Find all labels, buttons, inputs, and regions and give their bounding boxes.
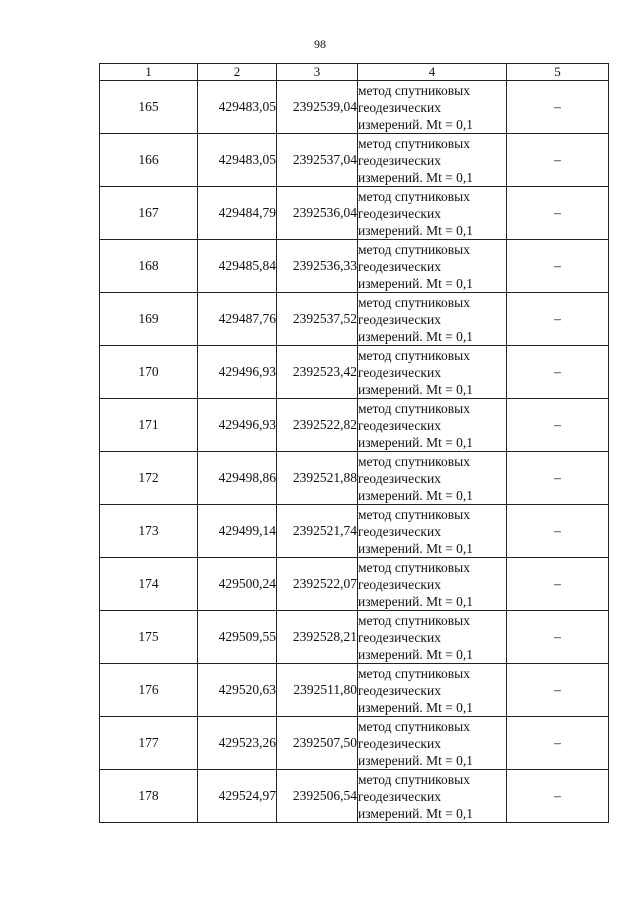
- note-cell: –: [507, 187, 609, 240]
- point-number-cell: 176: [100, 664, 198, 717]
- method-line: метод спутниковых: [358, 188, 470, 204]
- x-coordinate-cell: 429487,76: [198, 293, 277, 346]
- method-line: геодезических: [358, 576, 441, 592]
- method-line: метод спутниковых: [358, 771, 470, 787]
- table-row: [100, 346, 609, 399]
- method-cell: [358, 452, 507, 505]
- x-coordinate-cell: 429500,24: [198, 558, 277, 611]
- note-cell: –: [507, 240, 609, 293]
- y-coordinate-cell: 2392523,42: [277, 346, 358, 399]
- table-row: [100, 134, 609, 187]
- y-coordinate-cell: 2392536,04: [277, 187, 358, 240]
- note-cell: –: [507, 664, 609, 717]
- point-number-cell: 170: [100, 346, 198, 399]
- x-coordinate-cell: 429524,97: [198, 770, 277, 823]
- table-row: [100, 81, 609, 134]
- column-header-1: 1: [100, 64, 198, 81]
- method-line: измерений. Mt = 0,1: [358, 752, 474, 768]
- method-line: метод спутниковых: [358, 241, 470, 257]
- y-coordinate-cell: 2392506,54: [277, 770, 358, 823]
- point-number-cell: 175: [100, 611, 198, 664]
- method-line: метод спутниковых: [358, 506, 470, 522]
- x-coordinate-cell: 429496,93: [198, 346, 277, 399]
- method-line: измерений. Mt = 0,1: [358, 222, 474, 238]
- table-row: [100, 770, 609, 823]
- y-coordinate-cell: 2392537,52: [277, 293, 358, 346]
- table-row: [100, 293, 609, 346]
- method-line: геодезических: [358, 417, 441, 433]
- method-line: геодезических: [358, 311, 441, 327]
- point-number-cell: 171: [100, 399, 198, 452]
- method-line: геодезических: [358, 523, 441, 539]
- method-line: метод спутниковых: [358, 559, 470, 575]
- method-cell: [358, 187, 507, 240]
- table-row: [100, 187, 609, 240]
- method-line: измерений. Mt = 0,1: [358, 381, 474, 397]
- note-cell: –: [507, 399, 609, 452]
- x-coordinate-cell: 429483,05: [198, 81, 277, 134]
- note-cell: –: [507, 452, 609, 505]
- x-coordinate-cell: 429523,26: [198, 717, 277, 770]
- method-cell: [358, 505, 507, 558]
- point-number-cell: 173: [100, 505, 198, 558]
- method-line: метод спутниковых: [358, 400, 470, 416]
- x-coordinate-cell: 429483,05: [198, 134, 277, 187]
- point-number-cell: 178: [100, 770, 198, 823]
- method-line: измерений. Mt = 0,1: [358, 275, 474, 291]
- method-line: измерений. Mt = 0,1: [358, 116, 474, 132]
- column-header-2: 2: [198, 64, 277, 81]
- note-cell: –: [507, 558, 609, 611]
- page-number: 98: [314, 37, 326, 51]
- table-row: [100, 399, 609, 452]
- method-line: метод спутниковых: [358, 665, 470, 681]
- x-coordinate-cell: 429485,84: [198, 240, 277, 293]
- column-header-4: 4: [358, 64, 507, 81]
- note-cell: –: [507, 770, 609, 823]
- y-coordinate-cell: 2392507,50: [277, 717, 358, 770]
- table-row: [100, 664, 609, 717]
- method-line: измерений. Mt = 0,1: [358, 646, 474, 662]
- method-line: измерений. Mt = 0,1: [358, 434, 474, 450]
- column-header-3: 3: [277, 64, 358, 81]
- coordinates-table: [99, 63, 609, 823]
- method-line: метод спутниковых: [358, 82, 470, 98]
- header-row: [100, 64, 609, 81]
- point-number-cell: 177: [100, 717, 198, 770]
- table-body: [100, 81, 609, 823]
- y-coordinate-cell: 2392528,21: [277, 611, 358, 664]
- table-row: [100, 240, 609, 293]
- method-line: измерений. Mt = 0,1: [358, 540, 474, 556]
- method-line: метод спутниковых: [358, 294, 470, 310]
- method-line: геодезических: [358, 629, 441, 645]
- column-header-5: 5: [507, 64, 609, 81]
- x-coordinate-cell: 429498,86: [198, 452, 277, 505]
- method-cell: [358, 346, 507, 399]
- table-row: [100, 717, 609, 770]
- point-number-cell: 166: [100, 134, 198, 187]
- note-cell: –: [507, 81, 609, 134]
- point-number-cell: 167: [100, 187, 198, 240]
- y-coordinate-cell: 2392521,88: [277, 452, 358, 505]
- note-cell: –: [507, 134, 609, 187]
- point-number-cell: 169: [100, 293, 198, 346]
- method-line: метод спутниковых: [358, 718, 470, 734]
- method-line: измерений. Mt = 0,1: [358, 328, 474, 344]
- point-number-cell: 168: [100, 240, 198, 293]
- y-coordinate-cell: 2392511,80: [277, 664, 358, 717]
- note-cell: –: [507, 346, 609, 399]
- method-cell: [358, 558, 507, 611]
- x-coordinate-cell: 429496,93: [198, 399, 277, 452]
- method-line: измерений. Mt = 0,1: [358, 593, 474, 609]
- method-line: метод спутниковых: [358, 453, 470, 469]
- table-row: [100, 611, 609, 664]
- table-row: [100, 452, 609, 505]
- x-coordinate-cell: 429484,79: [198, 187, 277, 240]
- method-cell: [358, 240, 507, 293]
- y-coordinate-cell: 2392537,04: [277, 134, 358, 187]
- method-line: геодезических: [358, 788, 441, 804]
- method-line: геодезических: [358, 735, 441, 751]
- method-cell: [358, 611, 507, 664]
- method-cell: [358, 664, 507, 717]
- x-coordinate-cell: 429509,55: [198, 611, 277, 664]
- method-line: геодезических: [358, 99, 441, 115]
- method-line: метод спутниковых: [358, 612, 470, 628]
- y-coordinate-cell: 2392521,74: [277, 505, 358, 558]
- point-number-cell: 174: [100, 558, 198, 611]
- table-header: [100, 64, 609, 81]
- x-coordinate-cell: 429520,63: [198, 664, 277, 717]
- y-coordinate-cell: 2392536,33: [277, 240, 358, 293]
- method-line: геодезических: [358, 470, 441, 486]
- method-line: измерений. Mt = 0,1: [358, 169, 474, 185]
- method-cell: [358, 134, 507, 187]
- method-line: геодезических: [358, 152, 441, 168]
- point-number-cell: 172: [100, 452, 198, 505]
- note-cell: –: [507, 505, 609, 558]
- note-cell: –: [507, 293, 609, 346]
- method-cell: [358, 770, 507, 823]
- method-line: геодезических: [358, 364, 441, 380]
- method-cell: [358, 293, 507, 346]
- note-cell: –: [507, 717, 609, 770]
- method-line: измерений. Mt = 0,1: [358, 699, 474, 715]
- method-line: геодезических: [358, 258, 441, 274]
- table-row: [100, 558, 609, 611]
- method-cell: [358, 81, 507, 134]
- method-line: геодезических: [358, 682, 441, 698]
- note-cell: –: [507, 611, 609, 664]
- y-coordinate-cell: 2392539,04: [277, 81, 358, 134]
- method-cell: [358, 717, 507, 770]
- method-line: метод спутниковых: [358, 135, 470, 151]
- method-line: геодезических: [358, 205, 441, 221]
- method-line: измерений. Mt = 0,1: [358, 805, 474, 821]
- y-coordinate-cell: 2392522,07: [277, 558, 358, 611]
- method-line: измерений. Mt = 0,1: [358, 487, 474, 503]
- table-row: [100, 505, 609, 558]
- method-cell: [358, 399, 507, 452]
- y-coordinate-cell: 2392522,82: [277, 399, 358, 452]
- method-line: метод спутниковых: [358, 347, 470, 363]
- x-coordinate-cell: 429499,14: [198, 505, 277, 558]
- point-number-cell: 165: [100, 81, 198, 134]
